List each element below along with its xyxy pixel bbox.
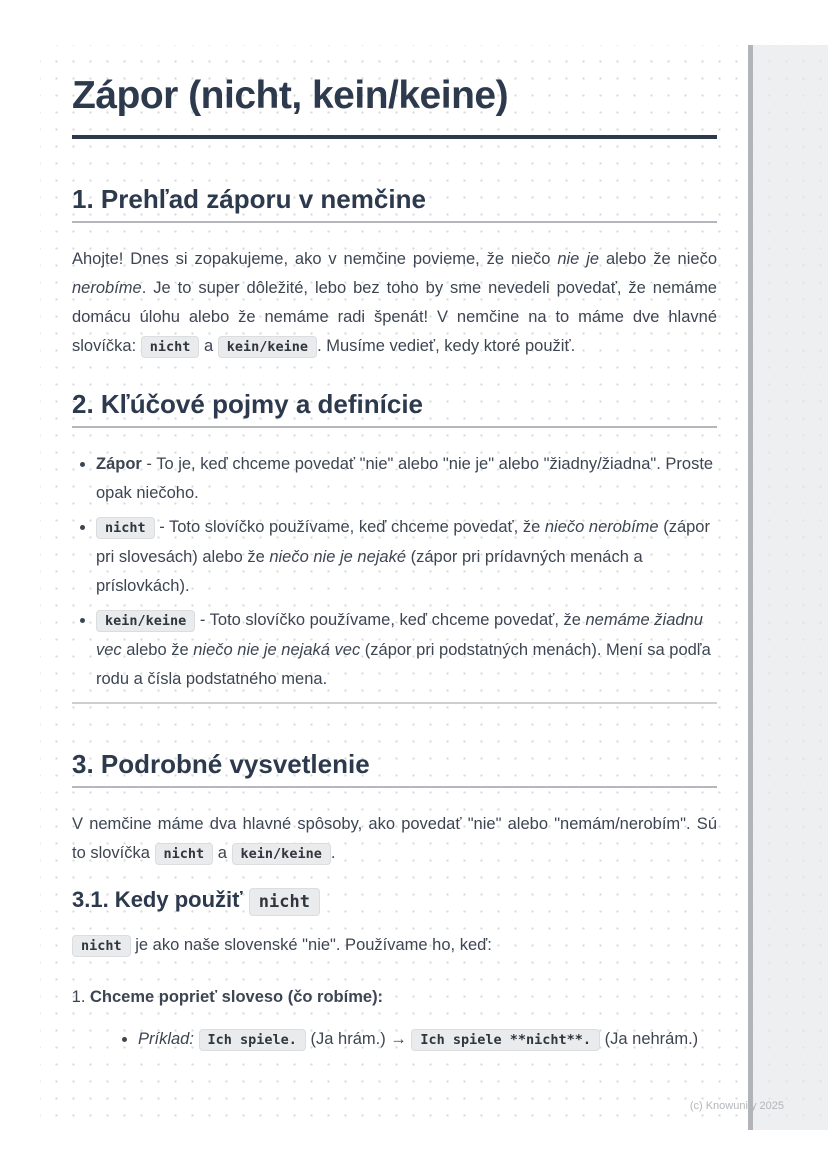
key-terms-list [72, 450, 717, 694]
section-divider [72, 702, 717, 704]
document-content [40, 45, 748, 1056]
page-title: Zápor (nicht, kein/keine) [72, 74, 509, 117]
title-underline [72, 135, 717, 139]
subsection-3-1-paragraph: nicht je ako naše slovenské "nie". Používame ho, keď: [72, 931, 717, 961]
example-item: • Príklad: Ich spiele. (Ja hrám.) → Ich spiele **nicht**. (Ja nehrám.) [138, 1024, 717, 1056]
list-item-kein-keine: • kein/keine - Toto slovíčko používame, keď chceme povedať, že nemáme žiadnu vec alebo že niečo nie je nejaká vec (zápor pri podstatných menách). Mení sa podľa rodu a čísla podstatného mena. [96, 606, 717, 694]
section-3-paragraph: V nemčine máme dva hlavné spôsoby, ako povedať "nie" alebo "nemám/nerobím". Sú to slovíčka nicht a kein/keine . [72, 810, 717, 869]
copyright-footer: (c) Knowunity 2025 [689, 1100, 784, 1112]
numbered-item-1 [90, 983, 717, 1056]
intro-paragraph: Ahojte! Dnes si zopakujeme, ako v nemčine povieme, že niečo nie je alebo že niečo nerobíme. Je to super dôležité, lebo bez toho by sme nevedeli povedať, že nemáme domácu úlohu alebo že nemáme radi špenát! V nemčine na to máme dve hlavné slovíčka: nicht a kein/keine . Musíme vedieť, kedy ktoré použiť. [72, 245, 717, 362]
numbered-item-1-text: Chceme poprieť sloveso (čo robíme): [90, 988, 384, 1006]
page-margin-area [753, 45, 828, 1130]
section-2-underline [72, 426, 717, 428]
list-item-zapor: • Zápor - To je, keď chceme povedať "nie" alebo "nie je" alebo "žiadny/žiadna". Proste opak niečoho. [96, 450, 717, 508]
usage-numbered-list [72, 983, 717, 1056]
list-item-nicht: • nicht - Toto slovíčko používame, keď chceme povedať, že niečo nerobíme (zápor pri slovesách) alebo že niečo nie je nejaké (zápor pri prídavných menách a príslovkách). [96, 513, 717, 601]
section-1-underline [72, 221, 717, 223]
subsection-3-1-heading: 3.1. Kedy použiť nicht [72, 885, 717, 917]
example-list [90, 1024, 717, 1056]
section-3-heading: 3. Podrobné vysvetlenie [72, 749, 370, 779]
section-3-underline [72, 786, 717, 788]
section-2-heading: 2. Kľúčové pojmy a definície [72, 389, 424, 419]
section-1-heading: 1. Prehľad záporu v nemčine [72, 184, 426, 214]
